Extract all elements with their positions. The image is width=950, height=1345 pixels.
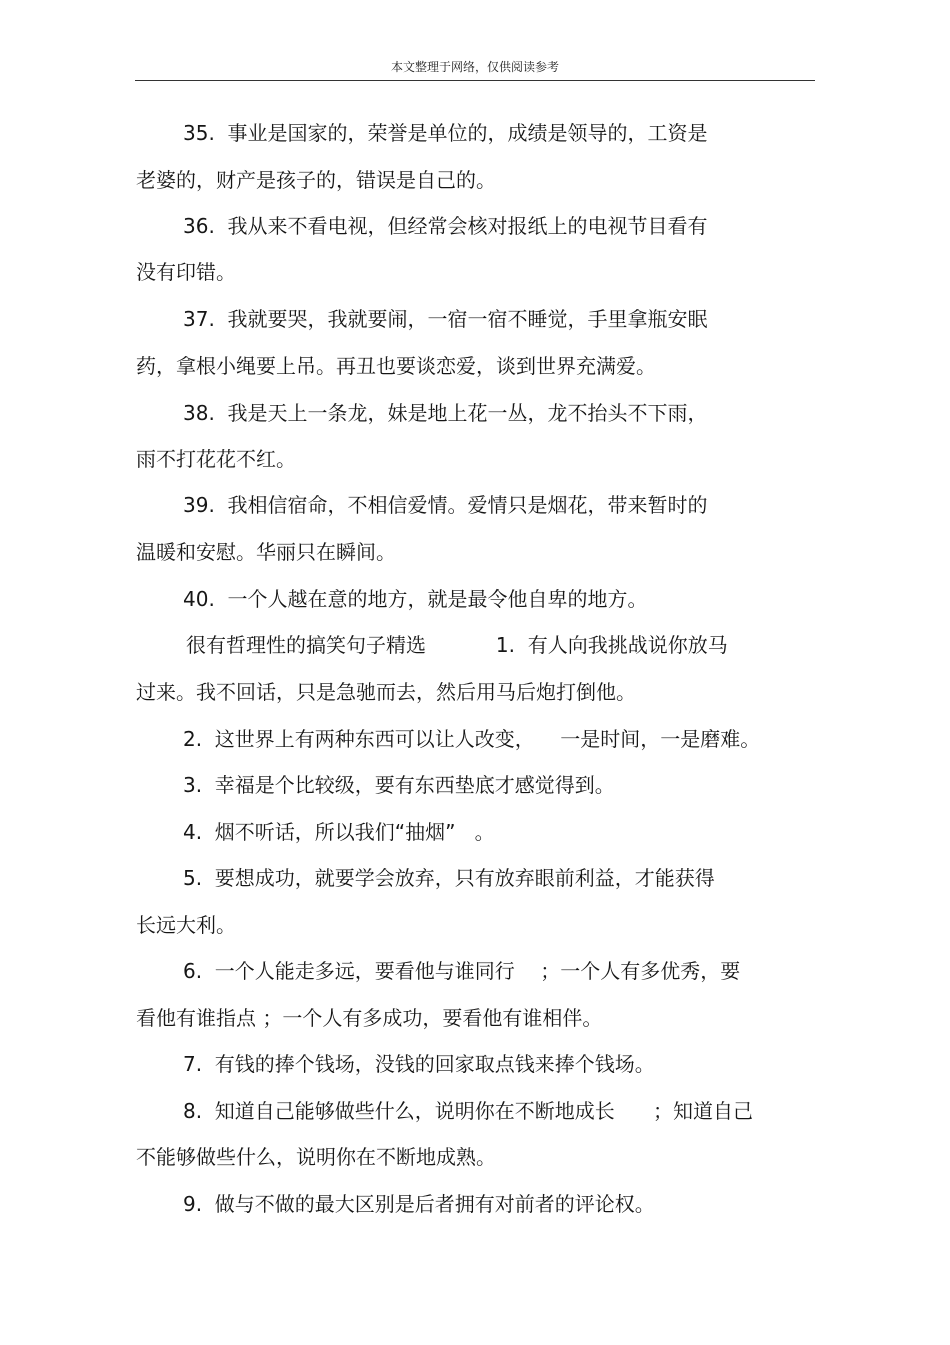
paragraph-line: 药，拿根小绳要上吊。再丑也要谈恋爱，谈到世界充满爱。	[136, 354, 656, 378]
paragraph-line: 看他有谁指点 ；一个人有多成功，要看他有谁相伴。	[136, 1006, 603, 1030]
paragraph-line: 2. 这世界上有两种东西可以让人改变， 一是时间，一是磨难。	[183, 727, 761, 751]
paragraph-line: 38. 我是天上一条龙，妹是地上花一丛，龙不抬头不下雨，	[183, 401, 708, 425]
paragraph-line: 40. 一个人越在意的地方，就是最令他自卑的地方。	[183, 587, 648, 611]
paragraph-line: 长远大利。	[136, 913, 236, 937]
paragraph-line: 6. 一个人能走多远，要看他与谁同行 ；一个人有多优秀，要	[183, 959, 741, 983]
paragraph-line: 39. 我相信宿命，不相信爱情。爱情只是烟花，带来暂时的	[183, 493, 708, 517]
paragraph-line: 4. 烟不听话，所以我们“抽烟” 。	[183, 820, 495, 844]
paragraph-line: 雨不打花花不红。	[136, 447, 296, 471]
paragraph-line: 35. 事业是国家的，荣誉是单位的，成绩是领导的，工资是	[183, 121, 708, 145]
paragraph-line: 5. 要想成功，就要学会放弃，只有放弃眼前利益，才能获得	[183, 866, 715, 890]
paragraph-line: 过来。我不回话，只是急驰而去，然后用马后炮打倒他。	[136, 680, 636, 704]
header-divider	[135, 80, 815, 81]
paragraph-line: 8. 知道自己能够做些什么，说明你在不断地成长 ；知道自己	[183, 1099, 753, 1123]
paragraph-line: 老婆的，财产是孩子的，错误是自己的。	[136, 168, 496, 192]
paragraph-line: 没有印错。	[136, 260, 236, 284]
section-heading-line: 很有哲理性的搞笑句子精选 1. 有人向我挑战说你放马	[186, 633, 728, 657]
paragraph-line: 37. 我就要哭，我就要闹，一宿一宿不睡觉，手里拿瓶安眠	[183, 307, 708, 331]
page-header: 本文整理于网络，仅供阅读参考	[390, 60, 559, 74]
paragraph-line: 不能够做些什么，说明你在不断地成熟。	[136, 1145, 496, 1169]
paragraph-line: 9. 做与不做的最大区别是后者拥有对前者的评论权。	[183, 1192, 655, 1216]
paragraph-line: 温暖和安慰。华丽只在瞬间。	[136, 540, 396, 564]
paragraph-line: 3. 幸福是个比较级，要有东西垫底才感觉得到。	[183, 773, 615, 797]
paragraph-line: 36. 我从来不看电视，但经常会核对报纸上的电视节目看有	[183, 214, 708, 238]
paragraph-line: 7. 有钱的捧个钱场，没钱的回家取点钱来捧个钱场。	[183, 1052, 655, 1076]
